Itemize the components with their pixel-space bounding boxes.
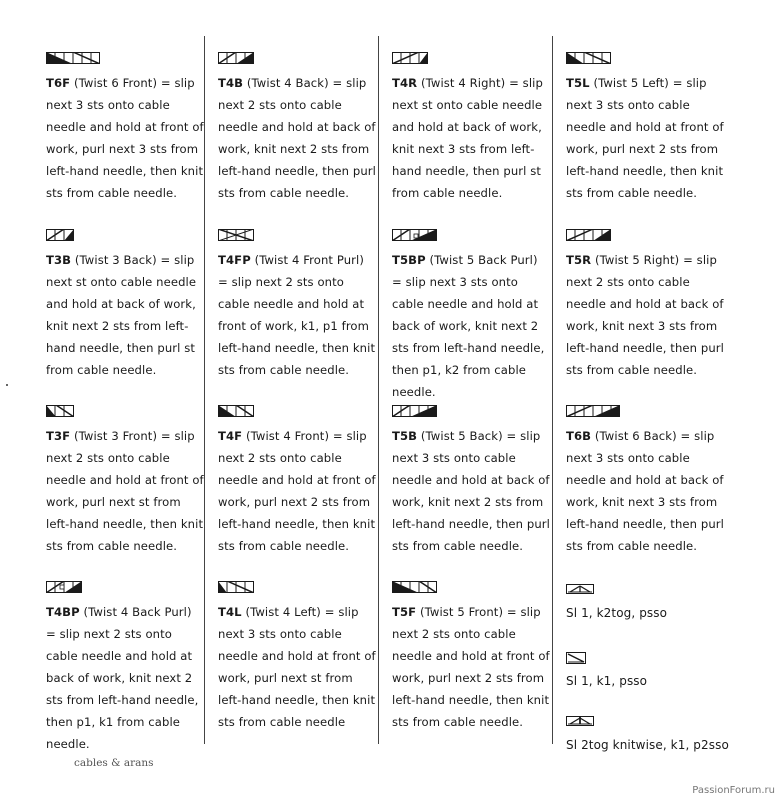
stitch-description: = slip next 2 sts onto cable needle and hold at front of work, purl next st from left-hand needle, then knit sts from cable needle. <box>46 429 204 553</box>
stitch-name: (Twist 4 Right) <box>421 76 506 90</box>
column-1 <box>46 36 204 751</box>
t4b-symbol-icon <box>218 52 274 64</box>
t4l-symbol-icon <box>218 581 274 593</box>
stitch-entry-t4f <box>218 405 376 557</box>
sl1-k1-psso-symbol-icon <box>566 652 622 664</box>
stitch-name: (Twist 3 Front) <box>74 429 158 443</box>
t3f-symbol-icon <box>46 405 102 417</box>
stitch-entry-t4b <box>218 52 376 204</box>
stitch-entry-t6f <box>46 52 204 204</box>
t5l-symbol-icon <box>566 52 622 64</box>
stitch-description: = slip next 3 sts onto cable needle and hold at back of work, knit next 3 sts from left-hand needle, then purl sts from cable needle. <box>566 429 724 553</box>
stitch-entry-t5f <box>392 581 550 733</box>
column-divider <box>204 36 205 744</box>
stitch-name: (Twist 6 Front) <box>74 76 158 90</box>
sl2tog-k1-p2sso-symbol-icon <box>566 716 622 728</box>
stitch-entry-t5b <box>392 405 550 557</box>
stitch-name: (Twist 6 Back) <box>594 429 677 443</box>
stitch-name: (Twist 5 Front) <box>420 605 504 619</box>
t4r-symbol-icon <box>392 52 448 64</box>
page-footer: cables & arans <box>74 757 154 769</box>
t3b-symbol-icon <box>46 229 102 241</box>
stitch-name: (Twist 4 Back) <box>246 76 329 90</box>
stitch-code: T5L <box>566 76 590 90</box>
stitch-code: T3F <box>46 429 71 443</box>
stitch-code: T4BP <box>46 605 80 619</box>
stitch-entry-t6b <box>566 405 724 557</box>
stray-mark <box>6 384 8 386</box>
stitch-entry-t3b <box>46 229 204 381</box>
stitch-name: (Twist 5 Left) <box>593 76 669 90</box>
t4bp-symbol-icon <box>46 581 102 593</box>
stitch-code: T5R <box>566 253 592 267</box>
stitch-description: = slip next 2 sts onto cable needle and hold at back of work, knit next 2 sts from left-hand needle, then purl sts from cable needle. <box>218 76 376 200</box>
stitch-description: = slip next 2 sts onto cable needle and hold at back of work, knit next 2 sts from left-hand needle, then p1, k1 from cable needle. <box>46 627 199 751</box>
stitch-description: = slip next 3 sts onto cable needle and hold at back of work, knit next 2 sts from left-hand needle, then p1, k2 from cable needle. <box>392 275 545 399</box>
column-3 <box>392 36 548 744</box>
t5f-symbol-icon <box>392 581 448 593</box>
stitch-description: = slip next 3 sts onto cable needle and hold at front of work, purl next 3 sts from left-hand needle, then knit sts from cable needle. <box>46 76 204 200</box>
t6b-symbol-icon <box>566 405 622 417</box>
column-divider <box>552 36 553 744</box>
t5r-symbol-icon <box>566 229 622 241</box>
stitch-code: T4B <box>218 76 244 90</box>
t5b-symbol-icon <box>392 405 448 417</box>
stitch-name: (Twist 4 Front Purl) <box>254 253 364 267</box>
stitch-entry-sl1-k1-psso <box>566 652 724 692</box>
stitch-description: = slip next st onto cable needle and hold at back of work, knit next 2 sts from left-hand needle, then purl st from cable needle. <box>46 253 197 377</box>
stitch-entry-t3f <box>46 405 204 557</box>
stitch-name: (Twist 4 Back Purl) <box>83 605 192 619</box>
stitch-code: T6B <box>566 429 592 443</box>
watermark: PassionForum.ru <box>692 785 775 796</box>
stitch-entry-sl1-k2tog-psso <box>566 584 724 624</box>
stitch-entry-sl2tog-k1-p2sso <box>566 716 766 756</box>
t6f-symbol-icon <box>46 52 102 64</box>
stitch-abbreviation: Sl 2tog knitwise, k1, p2sso <box>566 738 729 752</box>
t4fp-symbol-icon <box>218 229 274 241</box>
stitch-entry-t5l <box>566 52 724 204</box>
stitch-code: T4FP <box>218 253 251 267</box>
stitch-description: = slip next 2 sts onto cable needle and hold at front of work, purl next 2 sts from left-hand needle, then knit sts from cable needle. <box>392 605 550 729</box>
stitch-abbreviation: Sl 1, k2tog, psso <box>566 606 668 620</box>
stitch-entry-t4bp <box>46 581 204 755</box>
stitch-description: = slip next 2 sts onto cable needle and hold at front of work, k1, p1 from left-hand needle, then knit sts from cable needle. <box>218 275 376 377</box>
stitch-description: = slip next 3 sts onto cable needle and hold at back of work, knit next 2 sts from left-hand needle, then purl sts from cable needle. <box>392 429 550 553</box>
t5bp-symbol-icon <box>392 229 448 241</box>
stitch-abbreviation: Sl 1, k1, psso <box>566 674 648 688</box>
stitch-code: T4L <box>218 605 242 619</box>
stitch-code: T5BP <box>392 253 426 267</box>
stitch-code: T4R <box>392 76 418 90</box>
stitch-entry-t4r <box>392 52 550 204</box>
stitch-code: T4F <box>218 429 243 443</box>
sl1-k2tog-psso-symbol-icon <box>566 584 622 596</box>
stitch-name: (Twist 3 Back) <box>74 253 157 267</box>
column-4 <box>566 36 729 752</box>
stitch-name: (Twist 5 Back Purl) <box>429 253 538 267</box>
stitch-entry-t5bp <box>392 229 550 403</box>
stitch-description: = slip next 3 sts onto cable needle and hold at front of work, purl next 2 sts from left-hand needle, then knit sts from cable needle. <box>566 76 724 200</box>
stitch-entry-t4fp <box>218 229 376 381</box>
stitch-description: = slip next st onto cable needle and hold at back of work, knit next 3 sts from left-hand needle, then purl st from cable needle. <box>392 76 543 200</box>
stitch-description: = slip next 3 sts onto cable needle and hold at front of work, purl next st from left-hand needle, then knit sts from cable needle <box>218 605 376 729</box>
column-divider <box>378 36 379 744</box>
stitch-description: = slip next 2 sts onto cable needle and hold at front of work, purl next 2 sts from left-hand needle, then knit sts from cable needle. <box>218 429 376 553</box>
column-2 <box>218 36 374 744</box>
stitch-code: T3B <box>46 253 72 267</box>
stitch-entry-t5r <box>566 229 724 381</box>
stitch-name: (Twist 5 Right) <box>595 253 680 267</box>
stitch-entry-t4l <box>218 581 376 733</box>
stitch-name: (Twist 4 Front) <box>246 429 330 443</box>
stitch-name: (Twist 5 Back) <box>420 429 503 443</box>
stitch-description: = slip next 2 sts onto cable needle and hold at back of work, knit next 3 sts from left-hand needle, then purl sts from cable needle. <box>566 253 724 377</box>
stitch-code: T5F <box>392 605 417 619</box>
stitch-code: T5B <box>392 429 418 443</box>
t4f-symbol-icon <box>218 405 274 417</box>
stitch-code: T6F <box>46 76 71 90</box>
stitch-name: (Twist 4 Left) <box>245 605 321 619</box>
